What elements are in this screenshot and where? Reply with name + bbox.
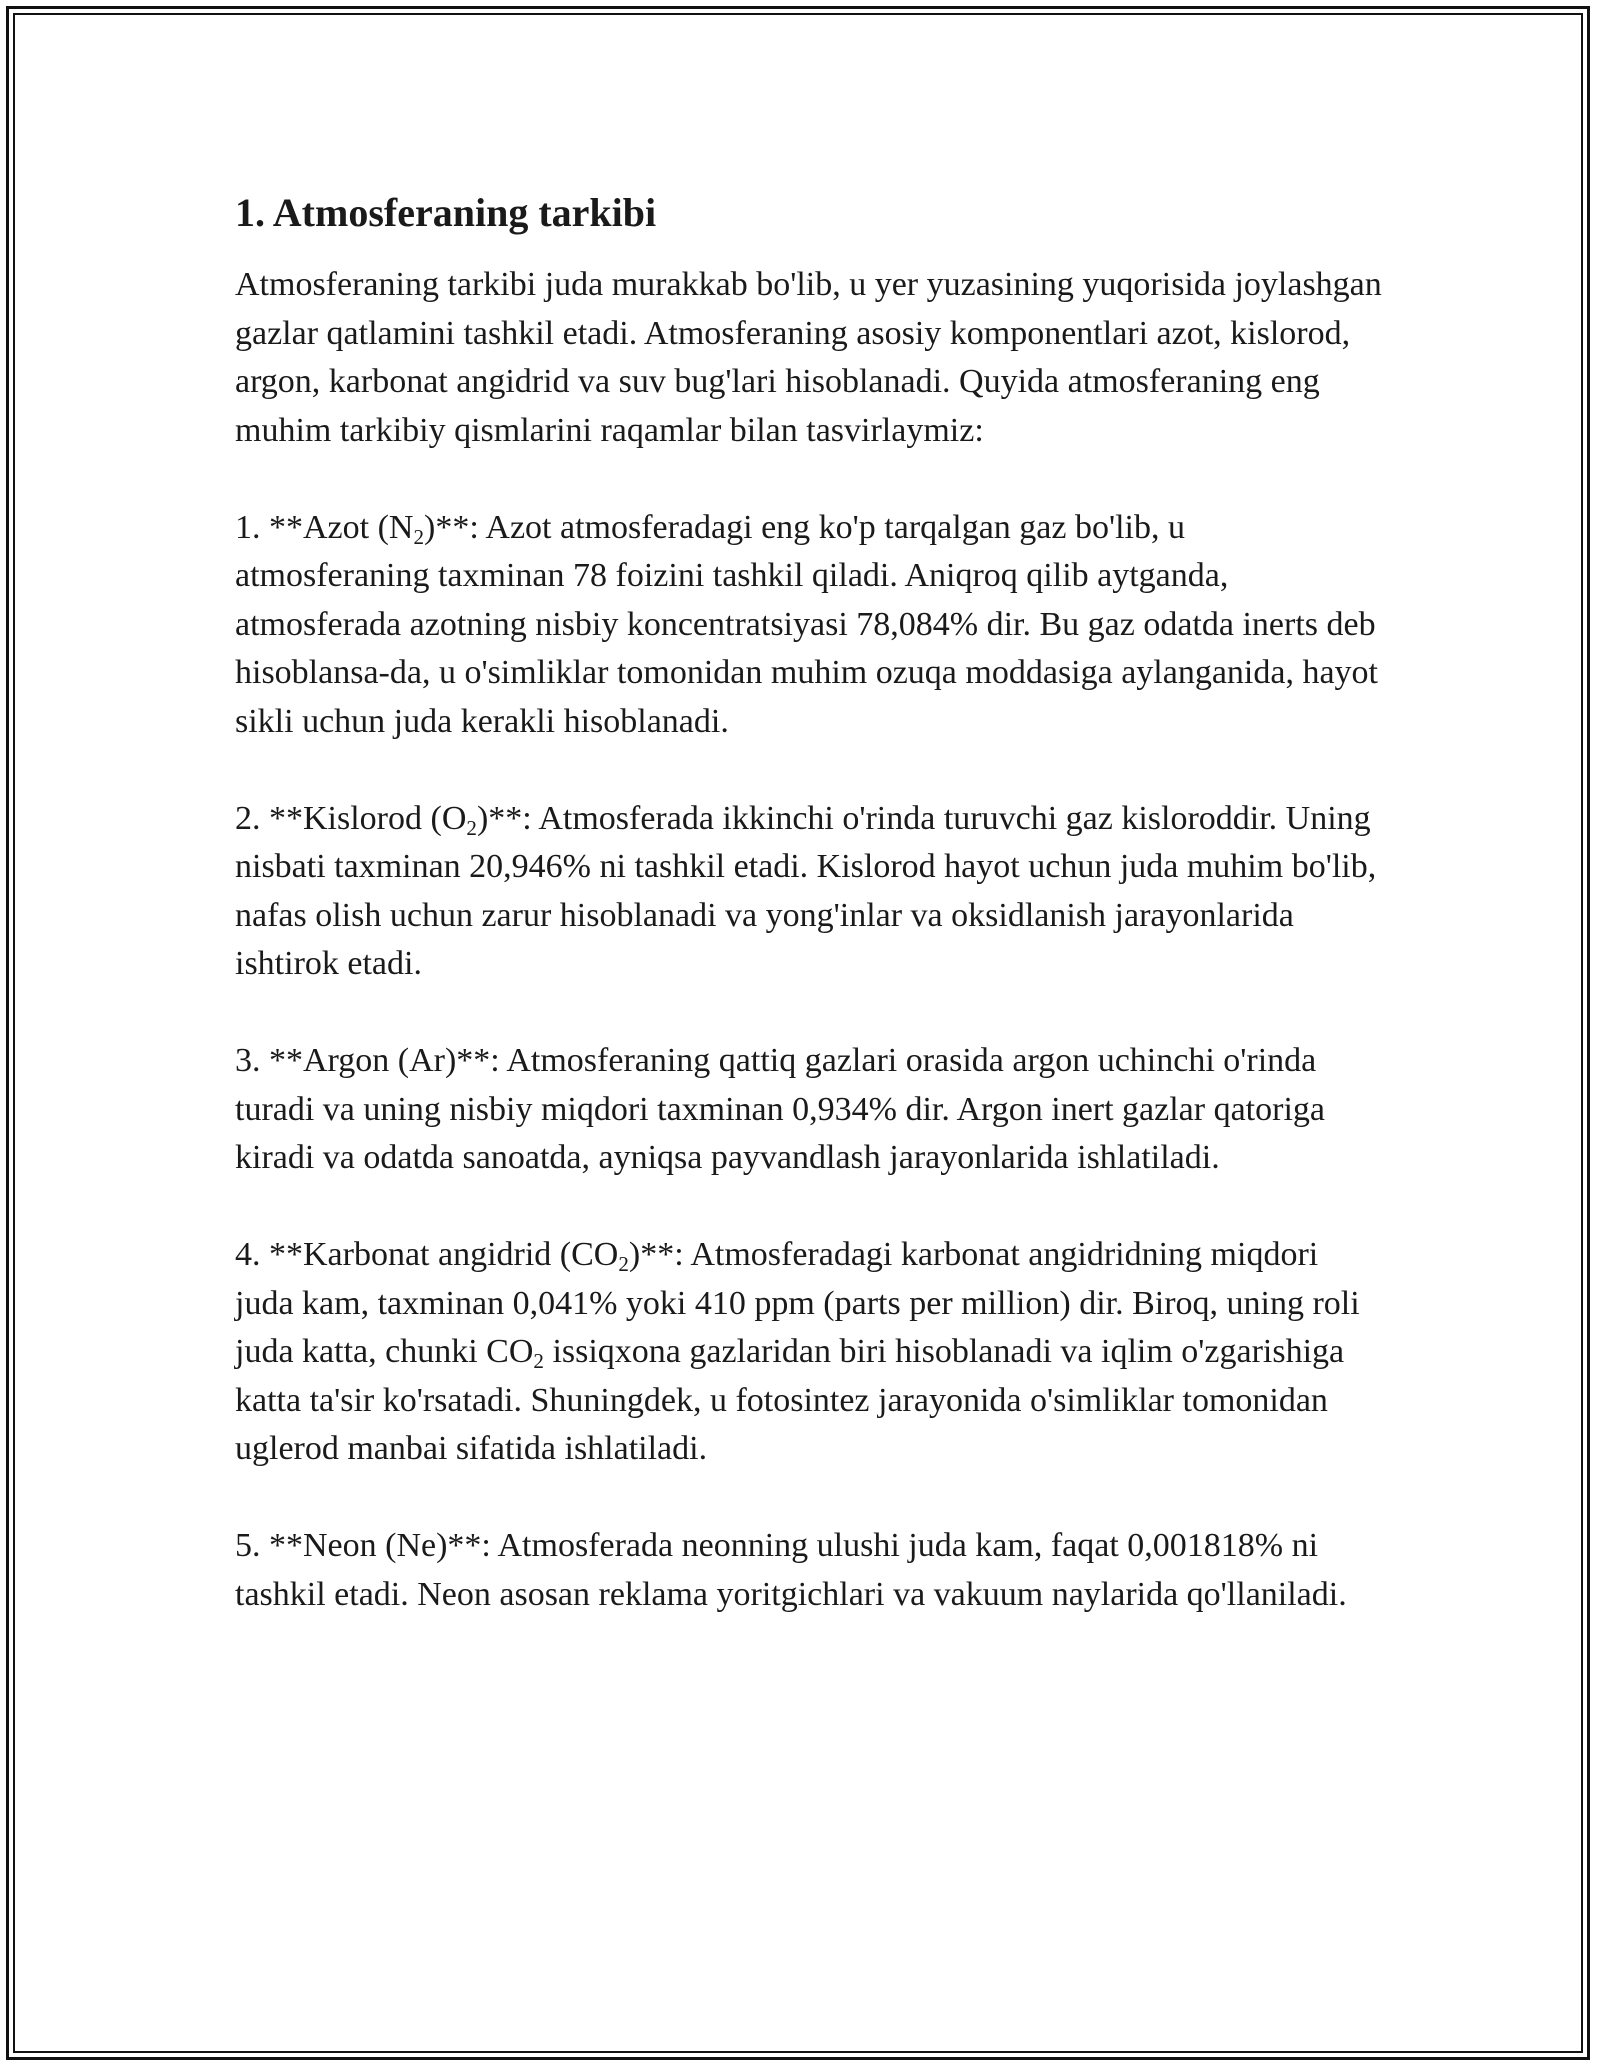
item-text-prefix: 1. **Azot (N — [235, 508, 414, 546]
document-body — [235, 185, 1385, 1619]
item-text-prefix: 4. **Karbonat angidrid (CO — [235, 1236, 619, 1273]
subscript: 2 — [413, 524, 425, 549]
intro-paragraph: Atmosferaning tarkibi juda murakkab bo'lib, u yer yuzasining yuqorisida joylashgan gazlar qatlamini tashkil etadi. Atmosferaning asosiy komponentlari azot, kislorod, argon, karbonat angidrid va suv bug'lari hisoblanadi. Quyida atmosferaning eng muhim tarkibiy qismlarini raqamlar bilan tasvirlaymiz: — [235, 266, 1382, 449]
list-item-neon: 5. **Neon (Ne)**: Atmosferada neonning ulushi juda kam, faqat 0,001818% ni tashkil etadi. Neon asosan reklama yoritgichlari va vakuum naylarida qo'llaniladi. — [235, 1527, 1347, 1613]
list-item-oxygen — [235, 795, 1385, 989]
item-text-middle: )**: Atmosferadagi karbonat angidridning miqdori juda kam, taxminan 0,041% yoki 410 ppm (parts per million) dir. Biroq, uning roli juda katta, chunki CO — [235, 1236, 1360, 1370]
item-text-prefix: 2. **Kislorod (O — [235, 799, 467, 837]
subscript: 2 — [618, 1251, 629, 1276]
item-text-suffix: )**: Atmosferada ikkinchi o'rinda turuvchi gaz kisloroddir. Uning nisbati taxminan 20,946% ni tashkil etadi. Kislorod hayot uchun juda muhim bo'lib, nafas olish uchun zarur hisoblanadi va yong'inlar va oksidlanish jarayonlarida ishtirok etadi. — [235, 799, 1377, 982]
list-item-nitrogen — [235, 504, 1385, 747]
item-text-suffix: )**: Azot atmosferadagi eng ko'p tarqalgan gaz bo'lib, u atmosferaning taxminan 78 foizini tashkil qiladi. Aniqroq qilib aytganda, atmosferada azotning nisbiy koncentratsiyasi 78,084% dir. Bu gaz odatda inerts deb hisoblansa-da, u o'simliklar tomonidan muhim ozuqa moddasiga aylanganida, hayot sikli uchun juda kerakli hisoblanadi. — [235, 508, 1379, 740]
list-item-argon: 3. **Argon (Ar)**: Atmosferaning qattiq gazlari orasida argon uchinchi o'rinda turadi va uning nisbiy miqdori taxminan 0,934% dir. Argon inert gazlar qatoriga kiradi va odatda sanoatda, ayniqsa payvandlash jarayonlarida ishlatiladi. — [235, 1042, 1325, 1176]
item-text-suffix: issiqxona gazlaridan biri hisoblanadi va iqlim o'zgarishiga katta ta'sir ko'rsatadi. Shuningdek, u fotosintez jarayonida o'simliklar tomonidan uglerod manbai sifatida ishlatiladi. — [235, 1333, 1345, 1467]
subscript: 2 — [533, 1348, 544, 1373]
list-item-carbon-dioxide — [235, 1231, 1385, 1474]
subscript: 2 — [466, 815, 477, 840]
section-heading: 1. Atmosferaning tarkibi — [235, 190, 657, 235]
